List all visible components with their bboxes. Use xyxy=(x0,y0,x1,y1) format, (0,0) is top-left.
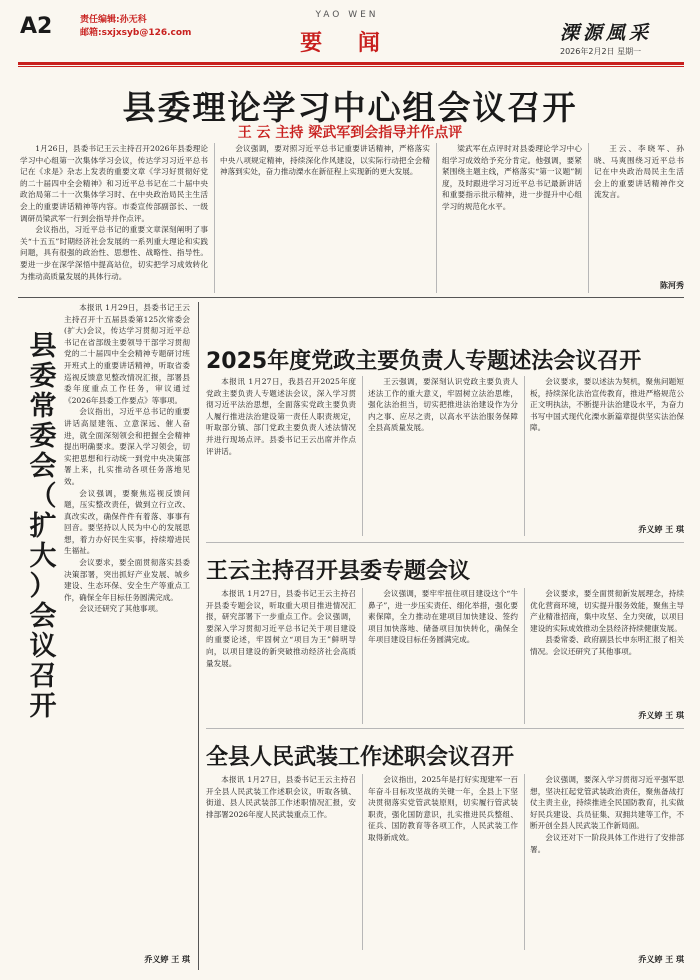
article2-vertical-headline xyxy=(28,332,58,722)
article1-column-3 xyxy=(442,143,582,293)
headline-char: 大 xyxy=(29,541,57,572)
article5-paragraph: 会议还对下一阶段具体工作进行了安排部署。 xyxy=(530,832,684,854)
headline-char: 议 xyxy=(29,631,57,662)
column-divider xyxy=(198,302,199,970)
article4-paragraph: 县委常委、政府副县长申东明汇报了相关情况。会议还研究了其他事项。 xyxy=(530,635,684,656)
section-pinyin: YAO WEN xyxy=(315,10,379,20)
article1-column-2 xyxy=(220,143,430,293)
headline-char: 开 xyxy=(29,691,57,722)
article5-paragraph: 会议强调，要深入学习贯彻习近平强军思想，坚决扛起党管武装政治责任，聚焦备战打仗主责主业，持续推进全民国防教育，扎实做好民兵建设、兵员征集、双拥共建等工作，不断开创全县人民武装工作新局面。 xyxy=(530,775,684,831)
article5-column-3 xyxy=(530,774,684,946)
article1-headline: 县委理论学习中心组会议召开 xyxy=(122,88,578,127)
headline-char: 扩 xyxy=(29,511,57,542)
article4-byline: 乔义婷 王 琪 xyxy=(638,711,684,720)
headline-char: （ xyxy=(29,481,57,512)
section-divider xyxy=(206,542,684,543)
article4-column-2 xyxy=(368,588,518,724)
article5-column-2 xyxy=(368,774,518,950)
article4-headline: 王云主持召开县委专题会议 xyxy=(206,559,471,584)
column-divider xyxy=(524,774,525,950)
article3-headline: 2025年度党政主要负责人专题述法会议召开 xyxy=(206,349,642,374)
article1-byline: 陈河秀 xyxy=(660,281,684,290)
page-number: A2 xyxy=(20,14,53,39)
article5-byline: 乔义婷 王 琪 xyxy=(638,955,684,964)
article4-paragraph: 会议强调，要牢牢扭住项目建设这个“牛鼻子”，进一步压实责任、细化举措，强化要素保障，全力推动在建项目加快建设、签约项目加快落地、储备项目加快转化，确保全年项目建设目标任务圆满完成。 xyxy=(368,589,518,645)
headline-char: 常 xyxy=(29,391,57,422)
column-divider xyxy=(524,376,525,536)
headline-char: ） xyxy=(29,571,57,602)
article2-paragraph: 会议指出，习近平总书记的重要讲话高屋建瓴、立意深远、催人奋进，就全面深刻领会和把握全会精神提出明确要求。要深入学习领会，切实把思想和行动统一到党中央决策部署上来，扎实推动各项任务落地见效。 xyxy=(64,407,190,486)
header-rule xyxy=(18,62,684,65)
editor-name: 责任编辑:孙无科 xyxy=(80,15,147,25)
article5-headline: 全县人民武装工作述职会议召开 xyxy=(206,745,515,770)
column-divider xyxy=(362,376,363,536)
column-divider xyxy=(588,143,589,293)
headline-char: 委 xyxy=(29,421,57,452)
editor-info xyxy=(80,14,191,40)
article3-column-3 xyxy=(530,376,684,518)
article2-paragraph: 本报讯 1月29日，县委书记王云主持召开十五届县委第125次常委会(扩大)会议，传达学习贯彻习近平总书记在省部级主要领导干部学习贯彻党的二十届四中全会精神专题研讨班开班式上的重要讲话精神，听取省委巡视反馈意见整改情况汇报，部署县委年度重点工作任务，审议通过《2026年县委工作要点》等事项。 xyxy=(64,303,190,405)
column-divider xyxy=(436,143,437,293)
article2-paragraph: 会议还研究了其他事项。 xyxy=(79,604,163,614)
headline-char: 县 xyxy=(29,331,57,362)
header-rule-thin xyxy=(18,66,684,67)
article1-column-4 xyxy=(594,143,684,277)
section-divider xyxy=(18,297,684,298)
issue-date: 2026年2月2日 星期一 xyxy=(560,47,642,56)
article5-paragraph: 会议指出，2025年是打好实现建军一百年奋斗目标攻坚战的关键一年，全县上下坚决贯彻落实党管武装原则，切实履行管武装职责，强化国防意识，扎实推进民兵整组、征兵、国防教育等各项工作，人民武装工作取得新成效。 xyxy=(368,775,518,842)
article1-column-1 xyxy=(20,143,208,293)
article1-paragraph: 1月26日，县委书记王云主持召开2026年县委理论学习中心组第一次集体学习会议，传达学习习近平总书记在《求是》杂志上发表的重要文章《学习好贯彻好党的二十届四中全会精神》和习近平总书记在二十届中央政治局第二十一次集体学习时、在中央政治局民主生活会上的重要讲话精神等内容。市委宣传部副部长、一级调研员梁武军一行到会指导并作点评。 xyxy=(20,144,208,223)
column-divider xyxy=(214,143,215,293)
article1-paragraph: 王云、李晓军、孙晓、马爽围绕习近平总书记在中央政治局民主生活会上的重要讲话精神作交流发言。 xyxy=(594,144,684,200)
article4-column-3 xyxy=(530,588,684,706)
article5-column-1 xyxy=(206,774,356,950)
article2-byline: 乔义婷 王 琪 xyxy=(144,955,190,964)
section-title: 要 闻 xyxy=(300,30,394,56)
column-divider xyxy=(362,774,363,950)
article1-paragraph: 会议指出，习近平总书记的重要文章深刻阐明了事关“十五五”时期经济社会发展的一系列重大理论和实践问题，具有很强的政治性、思想性、战略性、指导性。要进一步在深学深悟中提高站位，切实把学习成效转化为推动高质量发展的具体行动。 xyxy=(20,225,208,281)
column-divider xyxy=(524,588,525,724)
article2-column-1 xyxy=(64,302,190,950)
article3-column-2 xyxy=(368,376,518,536)
editor-email: 邮箱:sxjxsyb@126.com xyxy=(80,28,192,38)
headline-char: 召 xyxy=(29,661,57,692)
article4-paragraph: 本报讯 1月27日，县委书记王云主持召开县委专题会议，听取重大项目推进情况汇报，研究部署下一步重点工作。会议强调，要深入学习贯彻习近平总书记关于项目建设的重要论述，牢固树立“项目为王”鲜明导向，以项目建设的新突破推动经济社会高质量发展。 xyxy=(206,589,356,668)
article3-column-1 xyxy=(206,376,356,536)
headline-char: 委 xyxy=(29,361,57,392)
article3-byline: 乔义婷 王 琪 xyxy=(638,525,684,534)
newspaper-name: 溧源風采 xyxy=(560,22,653,44)
article4-paragraph: 会议要求，要全面贯彻新发展理念，持续优化营商环境，切实提升服务效能，聚焦主导产业精准招商，集中攻坚、全力突破，以项目建设的实际成效推动全县经济持续健康发展。 xyxy=(530,589,684,633)
article1-subhead: 王 云 主持 梁武军到会指导并作点评 xyxy=(237,125,463,141)
article1-paragraph: 梁武军在点评时对县委理论学习中心组学习成效给予充分肯定。他强调，要紧紧围绕主题主线，严格落实“第一议题”制度，及时跟进学习习近平总书记最新讲话和重要指示批示精神，进一步提升中心组学习的规范化水平。 xyxy=(442,144,582,211)
article5-paragraph: 本报讯 1月27日，县委书记王云主持召开全县人民武装工作述职会议，听取各镇、街道、县人民武装部工作述职情况汇报，安排部署2026年度人民武装重点工作。 xyxy=(206,775,356,819)
article2-paragraph: 会议强调，要聚焦巡视反馈问题，压实整改责任，做到立行立改、真改实改，确保件件有着落、事事有回音。要坚持以人民为中心的发展思想，着力办好民生实事，持续增进民生福祉。 xyxy=(64,488,190,556)
headline-char: 会 xyxy=(29,451,57,482)
section-divider xyxy=(206,728,684,729)
masthead xyxy=(0,0,700,66)
column-divider xyxy=(362,588,363,724)
article4-column-1 xyxy=(206,588,356,724)
article3-paragraph: 会议要求，要以述法为契机，聚焦问题短板，持续深化法治宣传教育，推进严格规范公正文明执法，不断提升法治建设水平，为奋力书写中国式现代化溧水新篇章提供坚实法治保障。 xyxy=(530,377,684,433)
headline-char: 会 xyxy=(29,601,57,632)
article1-paragraph: 会议强调，要对照习近平总书记重要讲话精神，严格落实中央八项规定精神，持续深化作风建设，以实际行动把全会精神落到实处，奋力推动溧水在新征程上实现新的更大发展。 xyxy=(220,144,430,177)
article3-paragraph: 王云强调，要深刻认识党政主要负责人述法工作的重大意义，牢固树立法治思维，强化法治担当，切实把推进法治建设作为分内之事、应尽之责，以高水平法治服务保障全县高质量发展。 xyxy=(368,377,518,433)
article2-paragraph: 会议要求，要全面贯彻落实县委决策部署，突出抓好产业发展、城乡建设、生态环保、安全生产等重点工作，确保全年目标任务圆满完成。 xyxy=(64,558,190,602)
article3-paragraph: 本报讯 1月27日，我县召开2025年度党政主要负责人专题述法会议，深入学习贯彻习近平法治思想，全面落实党政主要负责人履行推进法治建设第一责任人职责规定，听取部分镇、部门党政主要负责人述法情况并进行现场点评。县委书记王云出席并作点评讲话。 xyxy=(206,377,356,456)
